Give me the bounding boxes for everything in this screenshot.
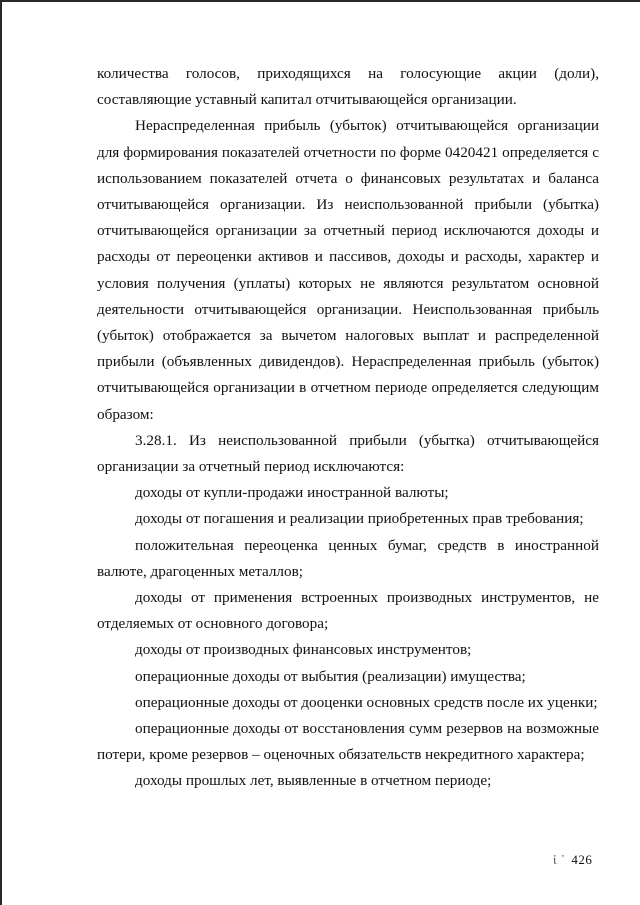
scan-edge-left bbox=[0, 0, 2, 905]
list-item-derivatives: доходы от производных финансовых инструментов; bbox=[135, 641, 472, 659]
scan-edge-top bbox=[0, 0, 640, 2]
list-item-reserve-recovery: операционные доходы от восстановления сумм резервов на возможные потери, кроме резервов – оценочных обязательств некредитного характера; bbox=[97, 720, 599, 764]
paragraph-retained-earnings: Нераспределенная прибыль (убыток) отчитывающейся организации для формирования показателей отчетности по форме 0420421 определяется с использованием показателей отчета о финансовых результатах и баланса отчитывающейся организации. Из неиспользованной прибыли (убытка) отчитывающейся организации за отчетный период исключаются доходы и расходы от переоценки активов и пассивов, доходы и расходы, характер и условия получения (уплаты) которых не являются результатом основной деятельности отчитывающейся организации. Неиспользованная прибыль (убыток) отображается за вычетом налоговых выплат и распределенной прибыли (объявленных дивидендов). Нераспределенная прибыль (убыток) отчитывающейся организации в отчетном периоде определяется следующим образом: bbox=[97, 117, 599, 423]
paragraph-continuation: количества голосов, приходящихся на голосующие акции (доли), составляющие уставный капитал отчитывающейся организации. bbox=[97, 65, 599, 109]
list-item-revaluation: положительная переоценка ценных бумаг, средств в иностранной валюте, драгоценных металлов; bbox=[97, 536, 599, 580]
paragraph-section-3-28-1: 3.28.1. Из неиспользованной прибыли (убытка) отчитывающейся организации за отчетный период исключаются: bbox=[97, 431, 599, 476]
list-item-prior-years-income: доходы прошлых лет, выявленные в отчетном периоде; bbox=[135, 772, 492, 790]
list-item-claim-rights: доходы от погашения и реализации приобретенных прав требования; bbox=[135, 510, 584, 528]
list-item-embedded-derivatives: доходы от применения встроенных производных инструментов, не отделяемых от основного договора; bbox=[97, 589, 599, 633]
list-item-property-disposal: операционные доходы от выбытия (реализации) имущества; bbox=[135, 667, 526, 685]
document-body bbox=[97, 61, 599, 795]
page-number-mark: ἰ ᾿ bbox=[553, 852, 566, 867]
list-item-currency-trading: доходы от купли-продажи иностранной валюты; bbox=[135, 484, 449, 502]
list-item-fixed-assets-revaluation: операционные доходы от дооценки основных средств после их уценки; bbox=[135, 693, 598, 711]
page-number bbox=[553, 852, 592, 868]
page-number-value: 426 bbox=[571, 852, 593, 867]
